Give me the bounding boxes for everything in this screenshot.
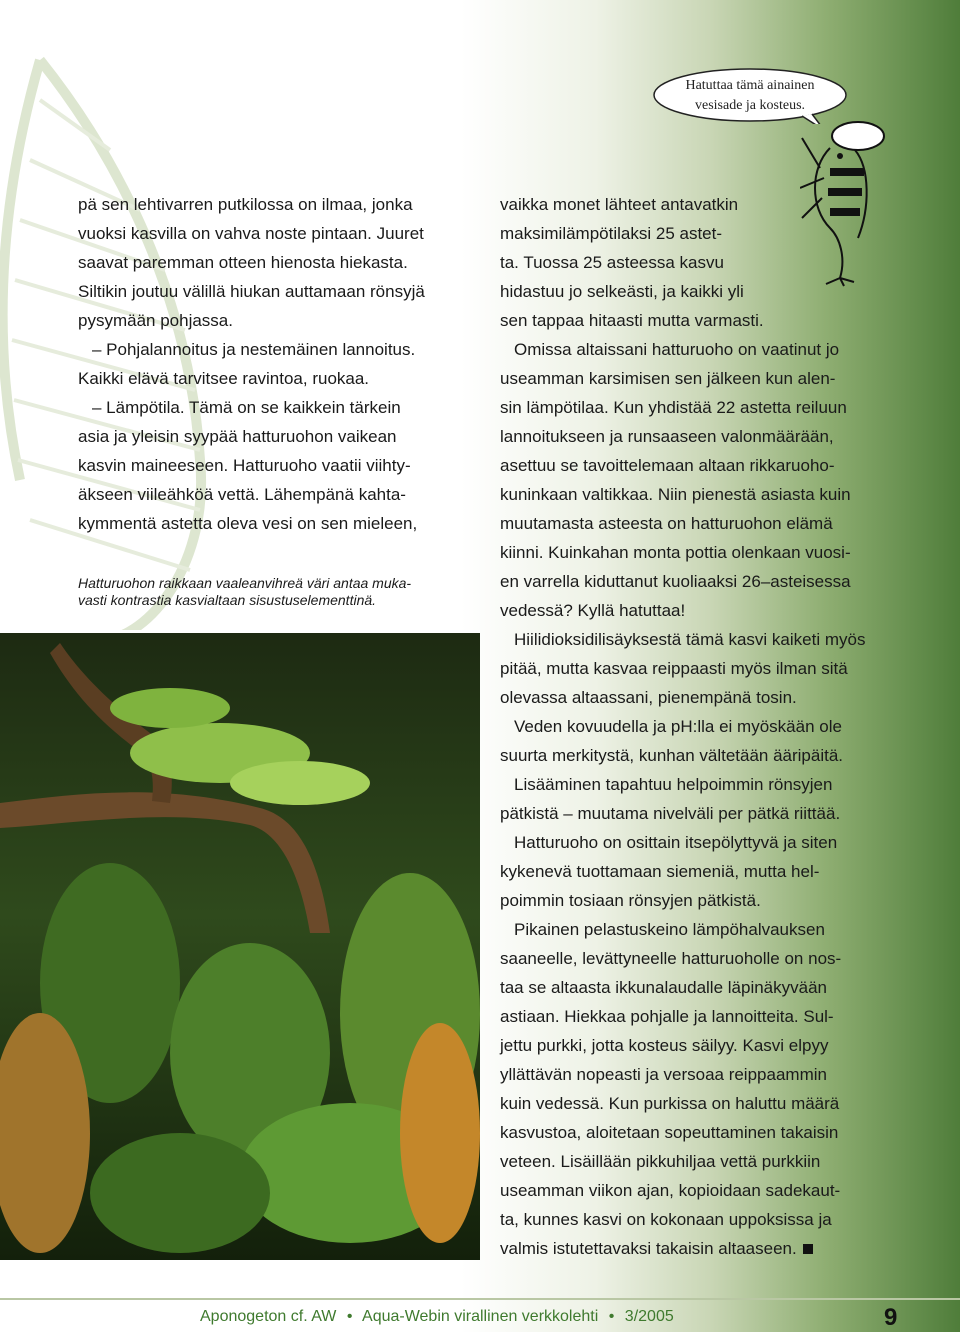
paragraph-line: Omissa altaissani hatturuoho on vaatinut jo (514, 340, 840, 359)
paragraph-line: pitää, mutta kasvaa reippaasti myös ilman sitä (500, 659, 848, 678)
footer-separator: • (608, 1308, 615, 1325)
speech-bubble-text: Hatuttaa tämä ainainen vesisade ja kosteus. (685, 78, 815, 113)
paragraph-line: vedessä? Kyllä hatuttaa! (500, 601, 686, 620)
paragraph-line: Kaikki elävä tarvitsee ravintoa, ruokaa. (78, 369, 370, 388)
paragraph-line: kuninkaan valtikkaa. Niin pienestä asiasta kuin (500, 485, 851, 504)
square-end-mark-icon (803, 1244, 813, 1254)
paragraph-line: taa se altaasta ikkunalaudalle läpinäkyvään (500, 978, 828, 997)
paragraph-line: sin lämpötilaa. Kun yhdistää 22 astetta reiluun (500, 398, 847, 417)
paragraph-line: kuin vedessä. Kun purkissa on haluttu määrä (500, 1094, 840, 1113)
paragraph-line: useamman viikon ajan, kopioidaan sadekaut- (500, 1181, 841, 1200)
paragraph-line: kykenevä tuottamaan siemeniä, mutta hel- (500, 862, 820, 881)
paragraph-line: useamman karsimisen sen jälkeen kun alen- (500, 369, 836, 388)
footer-divider (0, 1298, 960, 1300)
paragraph-line: hidastuu jo selkeästi, ja kaikki yli (500, 282, 744, 301)
paragraph-line: lannoitukseen ja runsaaseen valonmäärään, (500, 427, 834, 446)
photo-caption: Hatturuohon raikkaan vaaleanvihreä väri antaa muka- vasti kontrastia kasvialtaan sisustuselementtinä. (78, 575, 412, 608)
paragraph-line: Hatturuoho on osittain itsepölyttyvä ja siten (514, 833, 838, 852)
paragraph-line: pysymään pohjassa. (78, 311, 233, 330)
right-text-column (500, 190, 910, 1263)
paragraph-line: kasvustoa, aloitetaan sopeuttaminen takaisin (500, 1123, 839, 1142)
paragraph-line: äkseen viileähköä vettä. Lähempänä kahta- (78, 485, 406, 504)
paragraph-line: en varrella kiduttanut kuoliaaksi 26–asteisessa (500, 572, 851, 591)
paragraph-line: pätkistä – muutama nivelväli per pätkä riittää. (500, 804, 841, 823)
paragraph-line: Lisääminen tapahtuu helpoimmin rönsyjen (514, 775, 833, 794)
paragraph-line: jettu purkki, jotta kosteus säilyy. Kasvi elpyy (500, 1036, 829, 1055)
paragraph-line: vuoksi kasvilla on vahva noste pintaan. Juuret (78, 224, 424, 243)
paragraph-line: – Pohjalannoitus ja nestemäinen lannoitus. (92, 340, 416, 359)
paragraph-line: suurta merkitystä, kunhan vältetään ääripäitä. (500, 746, 844, 765)
paragraph-line: olevassa altaassani, pienempänä tosin. (500, 688, 797, 707)
paragraph-line: – Lämpötila. Tämä on se kaikkein tärkein (92, 398, 401, 417)
paragraph-line: ta. Tuossa 25 asteessa kasvu (500, 253, 724, 272)
paragraph-line: poimmin tosiaan rönsyjen pätkistä. (500, 891, 761, 910)
paragraph-line: kasvin maineeseen. Hatturuoho vaatii viihty- (78, 456, 411, 475)
paragraph-line: kiinni. Kuinkahan monta pottia olenkaan vuosi- (500, 543, 851, 562)
paragraph-line: muutamasta asteesta on hatturuohon elämä (500, 514, 833, 533)
aquarium-photo (0, 630, 480, 1260)
paragraph-line: saavat paremman otteen hienosta hiekasta. (78, 253, 408, 272)
paragraph-line: Pikainen pelastuskeino lämpöhalvauksen (514, 920, 825, 939)
paragraph-line: sen tappaa hitaasti mutta varmasti. (500, 311, 764, 330)
paragraph-line: asia ja yleisin syypää hatturuohon vaikean (78, 427, 397, 446)
footer-separator: • (346, 1308, 353, 1325)
left-text-column (78, 190, 478, 538)
paragraph-line: kymmentä astetta oleva vesi on sen mieleen, (78, 514, 418, 533)
paragraph-line: valmis istutettavaksi takaisin altaaseen. (500, 1234, 910, 1263)
paragraph-line: Siltikin joutuu välillä hiukan auttamaan rönsyjä (78, 282, 425, 301)
footer-publication: Aqua-Webin virallinen verkkolehti (362, 1308, 599, 1325)
paragraph-line: maksimilämpötilaksi 25 astet- (500, 224, 723, 243)
paragraph-line: vaikka monet lähteet antavatkin (500, 195, 739, 214)
paragraph-line: Hiilidioksidilisäyksestä tämä kasvi kaiketi myös (514, 630, 866, 649)
footer-issue: 3/2005 (624, 1308, 674, 1325)
paragraph-line: veteen. Lisäillään pikkuhiljaa vettä purkkiin (500, 1152, 821, 1171)
paragraph-line: astiaan. Hiekkaa pohjalle ja lannoitteita. Sul- (500, 1007, 834, 1026)
page-number: 9 (884, 1304, 898, 1331)
paragraph-line: pä sen lehtivarren putkilossa on ilmaa, jonka (78, 195, 413, 214)
paragraph-line: saaneelle, levättyneelle hatturuoholle on nos- (500, 949, 842, 968)
paragraph-line: asettuu se tavoittelemaan altaan rikkaruoho- (500, 456, 835, 475)
paragraph-line: yllättävän nopeasti ja versoaa reippaammin (500, 1065, 827, 1084)
footer-article-title: Aponogeton cf. AW (200, 1308, 337, 1325)
paragraph-line: ta, kunnes kasvi on kokonaan uppoksissa ja (500, 1210, 832, 1229)
paragraph-line: Veden kovuudella ja pH:lla ei myöskään ole (514, 717, 842, 736)
footer (200, 1308, 674, 1326)
